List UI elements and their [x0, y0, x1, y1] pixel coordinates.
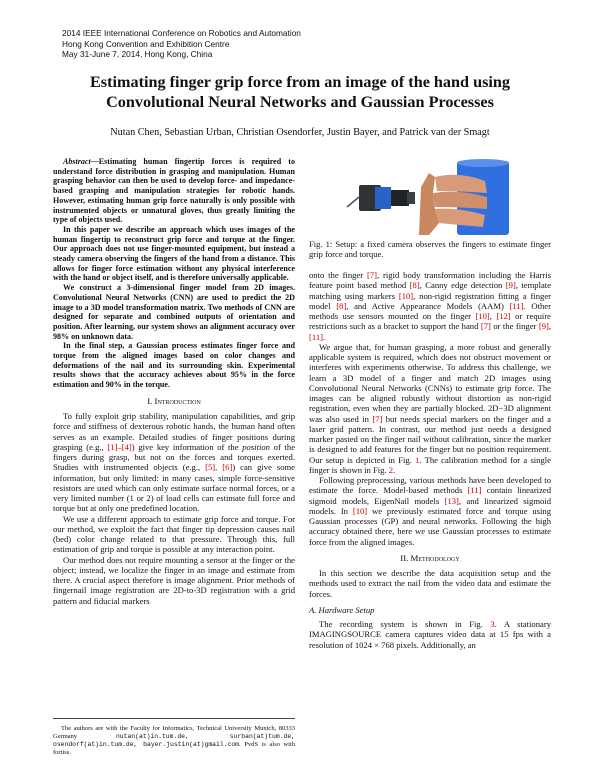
intro-paragraph: We use a different approach to estimate grip force and torque. For our method, we exploit the fact that finger tip depression causes nail (bed) color change related to that pressure. Through this, full estimation of grip and torque is possible at any interaction point. — [53, 513, 295, 555]
abstract-paragraph — [53, 157, 295, 225]
citation-link[interactable]: [8] — [409, 280, 420, 291]
title-line: Convolutional Neural Networks and Gaussian Processes — [106, 93, 494, 111]
text: . The calibration method for a single finger is shown in Fig. — [309, 454, 551, 475]
figure-link[interactable]: 2 — [388, 464, 394, 475]
conference-header — [62, 28, 301, 60]
citation-link[interactable]: [9] — [538, 321, 549, 332]
citation-link[interactable]: [9] — [505, 280, 516, 291]
text: To fully exploit grip stability, manipulation capabilities, and grip force and stiffness of dexterous robotic hands, the human hand often serves as an example. Detailed studies of finger positions during grasping (e.g., — [53, 411, 295, 452]
text: or require restrictions such as a bracket to support the hand — [309, 311, 551, 332]
authors: Nutan Chen, Sebastian Urban, Christian Osendorfer, Justin Bayer, and Patrick van der Smagt — [110, 127, 490, 138]
text: , non-rigid registration fitting a finger model — [309, 290, 551, 311]
text: , — [548, 321, 552, 332]
right-column — [309, 270, 551, 650]
citation-link[interactable]: [11] — [467, 485, 482, 496]
figure-link[interactable]: 3 — [490, 619, 495, 629]
text: . Other methods use sensors mounted on the finger — [309, 300, 551, 321]
text: onto the finger — [309, 270, 367, 280]
section-heading: II. Methodology — [400, 552, 460, 563]
abstract — [53, 157, 295, 390]
text: of the fingers during grasp, but not on the forces and torques exerted. Studies with instrumented objects (e.g., — [53, 441, 296, 473]
text: . — [393, 464, 396, 475]
subsection-heading: A. Hardware Setup — [309, 604, 375, 615]
body-paragraph — [309, 475, 551, 547]
text: contain linearized sigmoid models, EigenNail models — [309, 485, 551, 506]
citation-link[interactable]: [13] — [444, 495, 459, 506]
figure-caption: Fig. 1: Setup: a fixed camera observes the fingers to estimate finger grip force and torque. — [309, 239, 551, 260]
intro-paragraph — [53, 411, 295, 514]
citation-link[interactable]: [10] — [398, 290, 414, 301]
footnote — [53, 718, 295, 757]
body-paragraph — [309, 342, 551, 475]
left-column — [53, 157, 295, 606]
citation-link[interactable]: [10] — [475, 311, 490, 321]
text: . PvdS is also with fortiss. — [53, 741, 295, 756]
conference-line: Hong Kong Convention and Exhibition Centre — [62, 38, 230, 49]
text: We argue that, for human grasping, a more robust and generally applicable system is required, which does not obstruct movement or interferes with experiments otherwise. To address this challenge, we learn a 3D model of a finger and match 2D images using Convolutional Neural Networks (CNNs) to estimate grip force. The images can be aligned robustly without distortion as non-rigid registration, even when they are partially blocked. 2D−3D alignment was also used in — [309, 341, 551, 424]
conference-line: 2014 IEEE International Conference on Robotics and Automation — [62, 28, 301, 38]
citation-link[interactable]: [10] — [352, 505, 368, 516]
section-heading: I. Introduction — [147, 395, 201, 406]
citation-link[interactable]: [8] — [336, 300, 347, 311]
abstract-text: —Estimating human fingertip forces is required to understand force distribution in grasping and manipulation. Human grasping behavior can then be used to develop force- and impedance-based grasping and manipulation strategies for robotic hands. However, estimating human grip force naturally is only possible with instrumented objects or unnatural gloves, thus greatly limiting the type of objects used. — [53, 157, 295, 225]
body-paragraph — [309, 270, 551, 342]
abstract-paragraph: We construct a 3-dimensional finger model from 2D images. Convolutional Neural Networks (CNN) are used to predict the 2D image to a 3D model transformation matrix. Two methods of CNN are designed for separate and combined outputs of orientation and position. After learning, our system shows an alignment accuracy over 98% on unknown data. — [53, 283, 295, 341]
body-paragraph: In this section we describe the data acquisition setup and the methods used to extract the nail from the video data and estimate the forces. — [309, 568, 551, 599]
figure-link[interactable]: 1 — [415, 454, 420, 465]
text: . — [323, 331, 326, 342]
citation-link[interactable]: [7] — [372, 413, 383, 424]
citation-link[interactable]: [11] — [509, 300, 524, 311]
intro-paragraph: Our method does not require mounting a sensor at the finger or the object; instead, we localize the finger in an image and estimate from there. A crucial aspect therefore is image alignment. Prior methods of fingernail image registration are 2D-to-3D registration with a grid pattern and fiducial markers — [53, 554, 295, 606]
setup-figure — [309, 157, 551, 235]
text: , Canny edge detection — [419, 280, 506, 291]
text: or the finger — [490, 321, 539, 332]
text: we previously estimated force and torque using Gaussian processes (GP) and neural networks. Following the high accuracy obtained there, here we use Gaussian processes to estimate force from the aligned images. — [309, 505, 551, 547]
author-emails: nutan(at)in.tum.de, surban(at)tum.de, osendorf(at)in.tum.de, bayer.justin(at)gmail.com — [53, 733, 295, 748]
text: . A stationary IMAGINGSOURCE camera captures video data at 15 fps with a resolution of 1024 × 768 pixels. Additionally, an — [309, 619, 551, 650]
title-line: Estimating finger grip force from an image of the hand using — [90, 73, 510, 91]
abstract-lead: Abstract — [63, 157, 91, 166]
citation-link[interactable]: [12] — [496, 311, 511, 321]
text: but needs special markers on the finger and a laser grid pattern. In contrast, our method just needs a designed marker pasted on the finger nail without calibration, since the marker is designed to add features for the finger but no position requirement. Our setup is depicted in Fig. — [309, 413, 551, 465]
text: , rigid body transformation including the Harris feature point based method — [309, 270, 551, 291]
text: , and Active Appearance Models (AAM) — [346, 300, 510, 311]
text: The recording system is shown in Fig. — [319, 619, 491, 629]
citation-link[interactable]: [5], [6] — [205, 462, 233, 473]
footnote-text — [53, 725, 295, 757]
citation-link[interactable]: [11] — [309, 331, 323, 342]
text: , template matching using markers — [309, 280, 551, 301]
citation-link[interactable]: [7] — [480, 321, 491, 332]
text: ) give key information of the — [131, 441, 243, 452]
conference-line: May 31-June 7, 2014, Hong Kong, China — [62, 49, 213, 60]
hand-cup-illustration — [419, 159, 509, 235]
text: , and linearized sigmoid models. In — [309, 495, 551, 516]
body-paragraph — [309, 619, 551, 650]
abstract-paragraph: In this paper we describe an approach which uses images of the human fingertip to reconstruct grip force and torque at the finger. Our approach does not use finger-mounted equipment, but instead a steady camera observing the fingers of the hand from a distance. This allows for finger force estimation without any physical interference with the hand or object itself, and is therefore universally applicable. — [53, 224, 295, 283]
citation-link[interactable]: [7] — [366, 270, 378, 280]
emphasis: position — [242, 441, 270, 452]
camera-illustration — [347, 185, 415, 211]
text: , — [489, 311, 497, 321]
paper-title — [40, 72, 560, 112]
citation-link[interactable]: [1]–[4] — [107, 441, 132, 452]
abstract-paragraph: In the final step, a Gaussian process estimates finger force and torque from the aligned images based on color changes and deformations of the nail and its surrounding skin. Experimental results shows that the accuracy achieves about 95% in the force estimation and 90% in the torque. — [53, 341, 295, 390]
text: ) can give some information, but only limited: in many cases, simple force-sensitive resistors are used which can only estimate surface normal forces, or a very limited number (1 or 2) of load cells can estimate full force and torque but at only one predefined location. — [53, 462, 296, 514]
text: Following preprocessing, various methods have been developed to estimate the force. Model-based methods — [309, 475, 551, 496]
text: The authors are with the Faculty for Informatics, Technical University Munich, 80333 Germany — [53, 725, 295, 740]
